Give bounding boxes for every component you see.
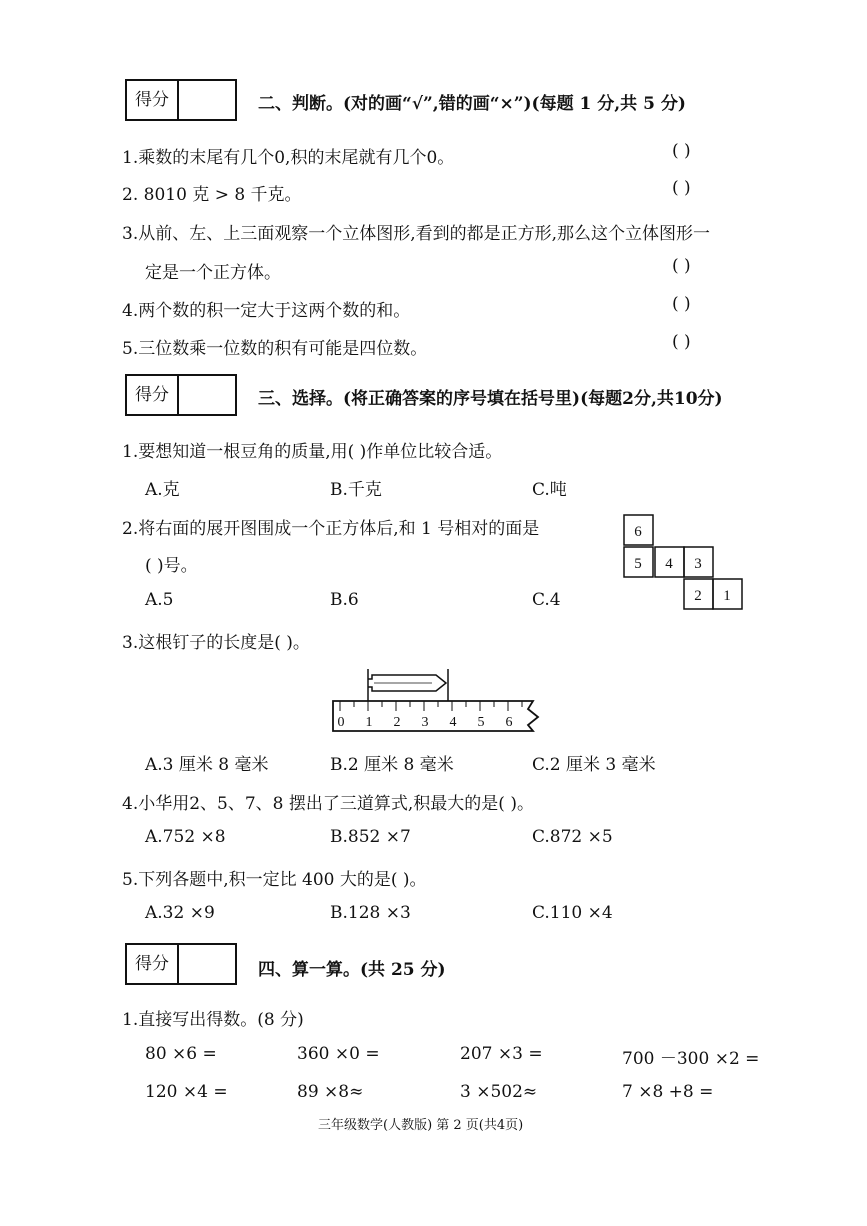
choice-q3-a[interactable]: A.3 厘米 8 毫米: [145, 755, 269, 775]
section-3-title: 三、选择。(将正确答案的序号填在括号里)(每题2分,共10分): [258, 389, 723, 409]
choice-q2-line2: ( )号。: [145, 556, 198, 576]
score-box-section-2: [125, 79, 237, 121]
judge-item-3: 3.从前、左、上三面观察一个立体图形,看到的都是正方形,那么这个立体图形一: [122, 224, 711, 244]
calc-r2-c3: 3 ×502≈: [460, 1082, 538, 1102]
calc-r1-c4: 700 －300 ×2 =: [622, 1049, 760, 1069]
judge-item-4: 4.两个数的积一定大于这两个数的和。: [122, 301, 411, 321]
judge-paren-3[interactable]: ( ): [672, 256, 691, 276]
net-face-1: 1: [723, 588, 731, 604]
choice-q3-c[interactable]: C.2 厘米 3 毫米: [532, 755, 656, 775]
choice-q2-c[interactable]: C.4: [532, 590, 561, 610]
choice-q5-b[interactable]: B.128 ×3: [330, 903, 411, 923]
judge-item-5: 5.三位数乘一位数的积有可能是四位数。: [122, 339, 428, 359]
judge-paren-2[interactable]: ( ): [672, 178, 691, 198]
score-label: 得分: [127, 376, 179, 414]
calc-r2-c4: 7 ×8 +8 =: [622, 1082, 714, 1102]
cube-net-diagram: [622, 513, 744, 613]
judge-paren-5[interactable]: ( ): [672, 332, 691, 352]
choice-q4: 4.小华用2、5、7、8 摆出了三道算式,积最大的是( )。: [122, 794, 534, 814]
net-face-5: 5: [634, 556, 642, 572]
ruler-label-6: 6: [505, 715, 513, 730]
judge-item-1: 1.乘数的末尾有几个0,积的末尾就有几个0。: [122, 148, 455, 168]
calc-r1-c1: 80 ×6 =: [145, 1044, 217, 1064]
choice-q5-c[interactable]: C.110 ×4: [532, 903, 613, 923]
choice-q4-c[interactable]: C.872 ×5: [532, 827, 613, 847]
calc-sub1: 1.直接写出得数。(8 分): [122, 1010, 304, 1030]
choice-q3: 3.这根钉子的长度是( )。: [122, 633, 310, 653]
choice-q5: 5.下列各题中,积一定比 400 大的是( )。: [122, 870, 427, 890]
choice-q2-a[interactable]: A.5: [145, 590, 174, 610]
choice-q3-b[interactable]: B.2 厘米 8 毫米: [330, 755, 454, 775]
choice-q2: 2.将右面的展开图围成一个正方体后,和 1 号相对的面是: [122, 519, 540, 539]
choice-q1: 1.要想知道一根豆角的质量,用( )作单位比较合适。: [122, 442, 503, 462]
section-2-title: 二、判断。(对的画“√”,错的画“×”)(每题 1 分,共 5 分): [258, 94, 686, 114]
choice-q4-a[interactable]: A.752 ×8: [145, 827, 226, 847]
judge-item-3-line2: 定是一个正方体。: [145, 263, 281, 283]
ruler-label-5: 5: [477, 715, 485, 730]
calc-r2-c1: 120 ×4 =: [145, 1082, 228, 1102]
choice-q2-b[interactable]: B.6: [330, 590, 359, 610]
choice-q5-a[interactable]: A.32 ×9: [145, 903, 215, 923]
choice-q4-b[interactable]: B.852 ×7: [330, 827, 411, 847]
calc-r1-c3: 207 ×3 =: [460, 1044, 543, 1064]
ruler-with-nail-diagram: [328, 665, 546, 737]
section-4-title: 四、算一算。(共 25 分): [258, 960, 446, 980]
score-label: 得分: [127, 81, 179, 119]
net-face-2: 2: [694, 588, 702, 604]
score-box-section-4: [125, 943, 237, 985]
choice-q1-b[interactable]: B.千克: [330, 480, 382, 500]
ruler-label-2: 2: [393, 715, 401, 730]
choice-q1-c[interactable]: C.吨: [532, 480, 567, 500]
calc-r1-c2: 360 ×0 =: [297, 1044, 380, 1064]
judge-paren-1[interactable]: ( ): [672, 141, 691, 161]
net-face-4: 4: [665, 556, 673, 572]
judge-item-2: 2. 8010 克 > 8 千克。: [122, 185, 302, 205]
net-face-6: 6: [634, 524, 642, 540]
calc-r2-c2: 89 ×8≈: [297, 1082, 364, 1102]
nail-icon: [368, 669, 448, 701]
ruler-label-1: 1: [365, 715, 373, 730]
ruler-label-0: 0: [337, 715, 345, 730]
score-label: 得分: [127, 945, 179, 983]
ruler-label-3: 3: [421, 715, 429, 730]
page-footer: 三年级数学(人教版) 第 2 页(共4页): [318, 1118, 524, 1133]
score-box-section-3: [125, 374, 237, 416]
choice-q1-a[interactable]: A.克: [145, 480, 180, 500]
judge-paren-4[interactable]: ( ): [672, 294, 691, 314]
ruler-label-4: 4: [449, 715, 457, 730]
net-face-3: 3: [694, 556, 702, 572]
